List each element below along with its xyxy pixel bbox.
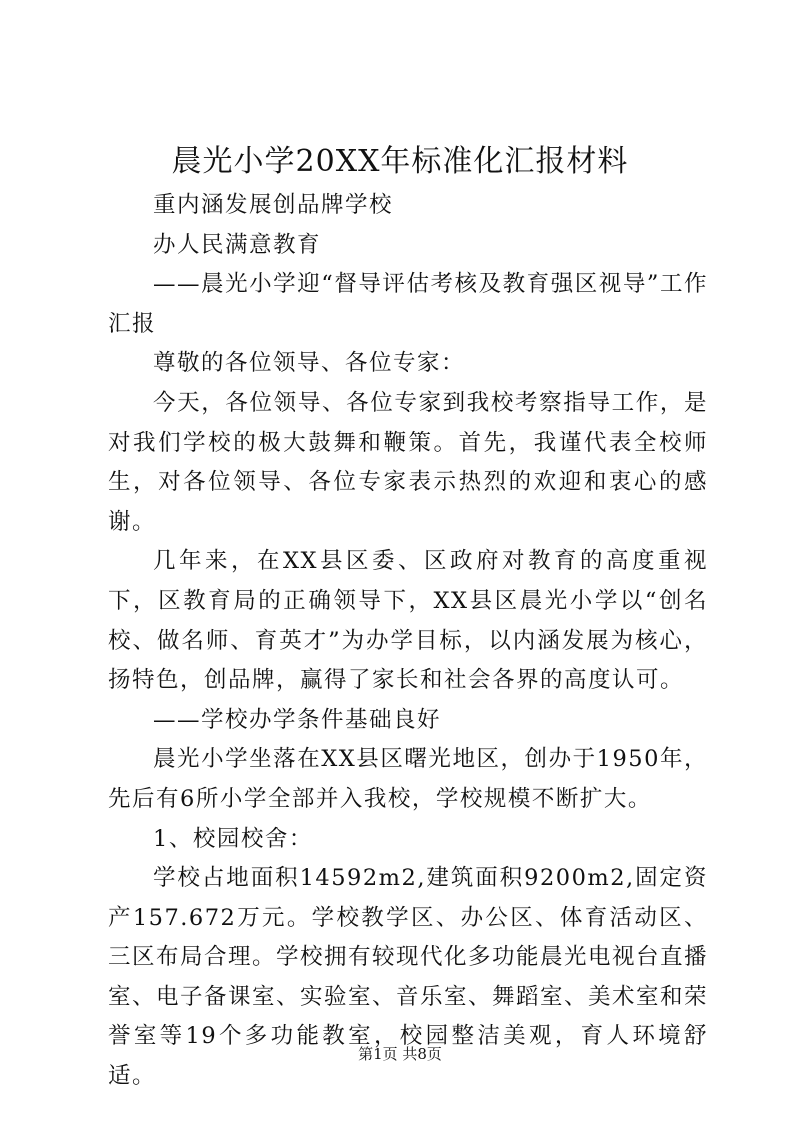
paragraph-campus: 学校占地面积14592m2,建筑面积9200m2,固定资产157.672万元。学校教学区、办公区、体育活动区、三区布局合理。学校拥有较现代化多功能晨光电视台直播室、电子备课室、实验室、音乐室、舞蹈室、美术室和荣誉室等19个多功能教室，校园整洁美观，育人环境舒适。 <box>108 865 709 1090</box>
paragraph-overview: 几年来，在XX县区委、区政府对教育的高度重视下，区教育局的正确领导下，XX县区晨光小学以“创名校、做名师、育英才”为办学目标，以内涵发展为核心，扬特色，创品牌，赢得了家长和社会各界的高度认可。 <box>108 548 708 694</box>
report-subtitle: ——晨光小学迎“督导评估考核及教育强区视导”工作汇报 <box>108 271 708 337</box>
document-body <box>108 186 708 1097</box>
document-title: 晨光小学20XX年标准化汇报材料 <box>171 144 629 179</box>
section-heading-campus: 1、校园校舍： <box>153 825 313 852</box>
subtitle-line-2: 办人民满意教育 <box>153 231 322 258</box>
section-heading-conditions: ——学校办学条件基础良好 <box>153 706 442 733</box>
salutation: 尊敬的各位领导、各位专家： <box>153 350 466 377</box>
subtitle-line-1: 重内涵发展创品牌学校 <box>153 192 394 218</box>
paragraph-welcome: 今天，各位领导、各位专家到我校考察指导工作，是对我们学校的极大鼓舞和鞭策。首先，我谨代表全校师生，对各位领导、各位专家表示热烈的欢迎和衷心的感谢。 <box>108 389 708 535</box>
paragraph-history: 晨光小学坐落在XX县区曙光地区，创办于1950年，先后有6所小学全部并入我校，学校规模不断扩大。 <box>108 746 708 812</box>
page-footer: 第1页 共8页 <box>358 1045 442 1063</box>
